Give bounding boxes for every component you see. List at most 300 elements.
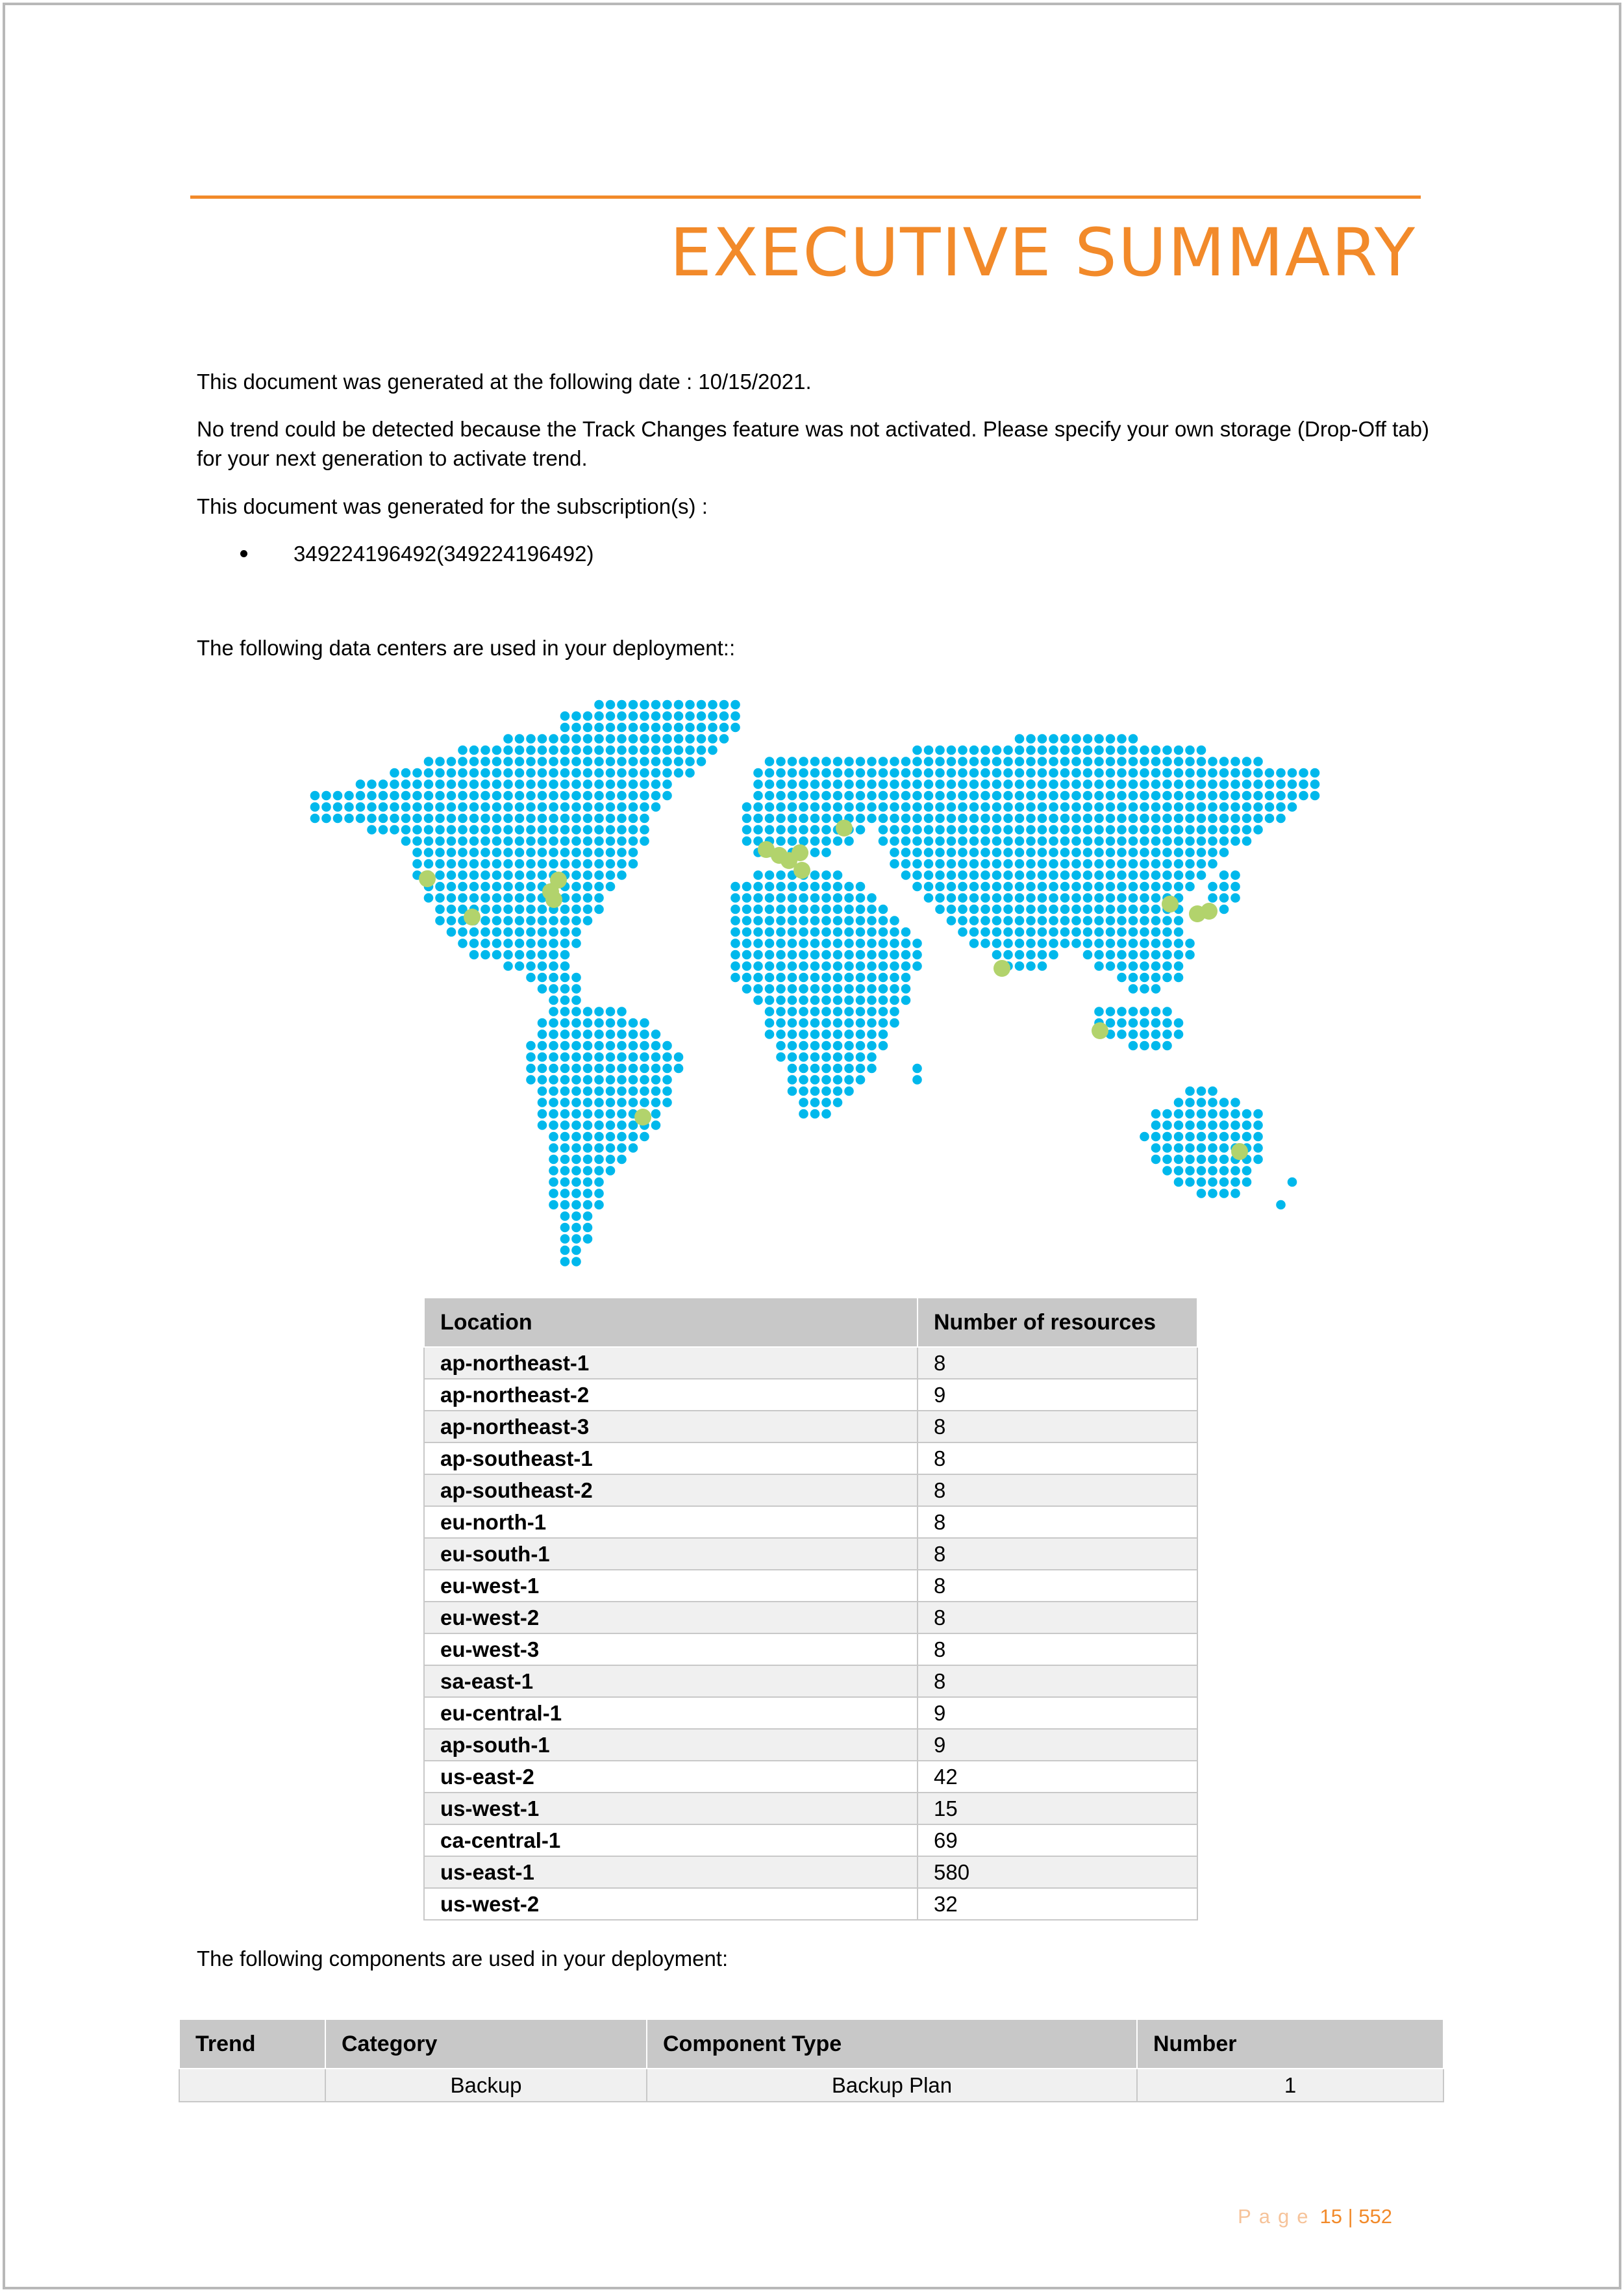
map-land-dot	[1197, 746, 1206, 755]
map-land-dot	[435, 757, 445, 766]
map-land-dot	[742, 814, 752, 824]
map-land-dot	[981, 825, 990, 835]
map-land-dot	[1140, 927, 1149, 937]
map-land-dot	[560, 746, 570, 755]
map-land-dot	[719, 734, 729, 744]
map-land-dot	[856, 757, 866, 766]
map-land-dot	[458, 870, 468, 880]
map-land-dot	[629, 746, 638, 755]
map-land-dot	[810, 950, 820, 960]
map-land-dot	[412, 825, 422, 835]
map-land-dot	[1094, 893, 1104, 903]
map-land-dot	[901, 848, 911, 857]
map-land-dot	[1094, 870, 1104, 880]
map-land-dot	[1174, 1029, 1184, 1039]
datacenter-marker	[550, 872, 567, 888]
map-land-dot	[879, 814, 888, 824]
map-land-dot	[765, 1018, 775, 1028]
map-land-dot	[503, 734, 513, 744]
map-land-dot	[1151, 882, 1161, 892]
map-land-dot	[969, 791, 979, 801]
map-land-dot	[674, 768, 684, 778]
map-land-dot	[549, 848, 558, 857]
map-land-dot	[1049, 791, 1058, 801]
map-land-dot	[1162, 757, 1172, 766]
map-land-dot	[856, 950, 866, 960]
map-land-dot	[583, 1029, 593, 1039]
map-land-dot	[571, 870, 581, 880]
map-land-dot	[821, 927, 831, 937]
map-land-dot	[333, 802, 343, 812]
map-land-dot	[571, 1041, 581, 1051]
map-land-dot	[1083, 893, 1093, 903]
map-land-dot	[788, 802, 797, 812]
column-header-category: Category	[325, 2019, 647, 2069]
map-land-dot	[810, 1018, 820, 1028]
map-land-dot	[788, 825, 797, 835]
map-land-dot	[1276, 802, 1286, 812]
map-land-dot	[947, 746, 956, 755]
map-land-dot	[662, 1052, 672, 1062]
map-land-dot	[947, 802, 956, 812]
map-land-dot	[1151, 837, 1161, 846]
map-land-dot	[594, 1029, 604, 1039]
map-land-dot	[538, 984, 547, 994]
map-land-dot	[1197, 825, 1206, 835]
map-land-dot	[924, 837, 934, 846]
map-land-dot	[1151, 825, 1161, 835]
map-land-dot	[810, 1109, 820, 1119]
map-land-dot	[1230, 768, 1240, 778]
map-land-dot	[765, 996, 775, 1005]
table-row	[424, 1538, 1197, 1570]
map-land-dot	[799, 791, 808, 801]
map-land-dot	[810, 905, 820, 914]
map-land-dot	[890, 757, 899, 766]
location-cell: us-east-2	[424, 1761, 918, 1793]
map-land-dot	[617, 1029, 627, 1039]
map-land-dot	[560, 1257, 570, 1266]
map-land-dot	[1151, 1109, 1161, 1119]
map-land-dot	[788, 996, 797, 1005]
map-land-dot	[821, 791, 831, 801]
map-land-dot	[776, 984, 786, 994]
map-land-dot	[981, 905, 990, 914]
map-land-dot	[799, 1087, 808, 1096]
map-land-dot	[912, 1075, 922, 1085]
map-land-dot	[1071, 848, 1081, 857]
map-land-dot	[981, 746, 990, 755]
map-land-dot	[1003, 882, 1013, 892]
map-land-dot	[833, 837, 843, 846]
map-land-dot	[401, 802, 411, 812]
map-land-dot	[594, 1143, 604, 1153]
map-land-dot	[1038, 757, 1047, 766]
map-land-dot	[1140, 984, 1149, 994]
map-land-dot	[1003, 757, 1013, 766]
map-land-dot	[379, 802, 388, 812]
map-land-dot	[1151, 916, 1161, 926]
map-land-dot	[890, 859, 899, 869]
map-land-dot	[788, 779, 797, 789]
map-land-dot	[935, 779, 945, 789]
map-land-dot	[742, 984, 752, 994]
map-land-dot	[538, 1018, 547, 1028]
map-land-dot	[583, 802, 593, 812]
map-land-dot	[583, 1143, 593, 1153]
map-land-dot	[674, 711, 684, 721]
map-land-dot	[571, 1177, 581, 1187]
map-land-dot	[606, 1064, 616, 1074]
map-land-dot	[1026, 791, 1036, 801]
map-land-dot	[765, 973, 775, 983]
map-land-dot	[958, 905, 968, 914]
map-land-dot	[1151, 1018, 1161, 1028]
map-land-dot	[776, 802, 786, 812]
map-land-dot	[640, 791, 649, 801]
map-land-dot	[799, 1041, 808, 1051]
map-land-dot	[571, 768, 581, 778]
map-land-dot	[560, 996, 570, 1005]
map-land-dot	[435, 916, 445, 926]
map-land-dot	[549, 1087, 558, 1096]
map-land-dot	[1026, 927, 1036, 937]
map-land-dot	[549, 779, 558, 789]
map-land-dot	[1094, 746, 1104, 755]
map-land-dot	[776, 927, 786, 937]
map-land-dot	[958, 768, 968, 778]
map-land-dot	[571, 1257, 581, 1266]
map-land-dot	[821, 1007, 831, 1016]
map-land-dot	[538, 1029, 547, 1039]
map-land-dot	[1026, 916, 1036, 926]
resource-count-cell: 15	[918, 1793, 1197, 1824]
map-land-dot	[503, 814, 513, 824]
map-land-dot	[697, 734, 706, 744]
map-land-dot	[1094, 1007, 1104, 1016]
map-land-dot	[401, 825, 411, 835]
map-land-dot	[810, 848, 820, 857]
map-land-dot	[1288, 768, 1297, 778]
map-land-dot	[651, 1075, 661, 1085]
map-land-dot	[1140, 779, 1149, 789]
map-land-dot	[526, 1052, 536, 1062]
map-land-dot	[844, 1029, 854, 1039]
map-land-dot	[1197, 1087, 1206, 1096]
datacenter-marker	[545, 891, 562, 908]
map-land-dot	[1049, 746, 1058, 755]
map-land-dot	[1117, 893, 1127, 903]
map-land-dot	[1129, 825, 1138, 835]
map-land-dot	[629, 768, 638, 778]
map-land-dot	[379, 814, 388, 824]
map-land-dot	[469, 893, 479, 903]
map-land-dot	[1003, 802, 1013, 812]
map-land-dot	[1151, 950, 1161, 960]
map-land-dot	[788, 837, 797, 846]
map-land-dot	[344, 791, 354, 801]
map-land-dot	[629, 757, 638, 766]
map-land-dot	[583, 859, 593, 869]
map-land-dot	[458, 893, 468, 903]
map-land-dot	[821, 1064, 831, 1074]
map-land-dot	[310, 802, 320, 812]
map-land-dot	[821, 961, 831, 971]
map-land-dot	[549, 768, 558, 778]
map-land-dot	[492, 882, 502, 892]
map-land-dot	[1197, 1098, 1206, 1107]
map-land-dot	[844, 916, 854, 926]
map-land-dot	[583, 1200, 593, 1210]
map-land-dot	[560, 711, 570, 721]
map-land-dot	[924, 746, 934, 755]
map-land-dot	[1230, 870, 1240, 880]
map-land-dot	[890, 973, 899, 983]
map-land-dot	[753, 814, 763, 824]
map-land-dot	[947, 905, 956, 914]
map-land-dot	[1208, 1132, 1218, 1142]
map-land-dot	[1129, 1018, 1138, 1028]
map-land-dot	[958, 757, 968, 766]
map-land-dot	[640, 768, 649, 778]
map-land-dot	[560, 950, 570, 960]
map-land-dot	[788, 973, 797, 983]
map-land-dot	[492, 837, 502, 846]
map-land-dot	[1162, 950, 1172, 960]
map-land-dot	[469, 768, 479, 778]
map-land-dot	[1129, 1041, 1138, 1051]
map-land-dot	[776, 973, 786, 983]
map-land-dot	[1265, 768, 1275, 778]
map-land-dot	[844, 950, 854, 960]
map-land-dot	[1174, 1109, 1184, 1119]
map-land-dot	[662, 711, 672, 721]
map-land-dot	[947, 837, 956, 846]
map-land-dot	[492, 938, 502, 948]
map-land-dot	[969, 905, 979, 914]
map-land-dot	[1106, 779, 1116, 789]
map-land-dot	[1151, 1120, 1161, 1130]
map-land-dot	[560, 1075, 570, 1085]
map-land-dot	[1083, 734, 1093, 744]
map-land-dot	[594, 893, 604, 903]
map-land-dot	[731, 973, 740, 983]
generated-date-text: This document was generated at the following date : 10/15/2021.	[197, 370, 812, 394]
map-land-dot	[640, 700, 649, 710]
map-land-dot	[617, 814, 627, 824]
map-land-dot	[1242, 768, 1252, 778]
map-land-dot	[1197, 859, 1206, 869]
map-land-dot	[424, 825, 434, 835]
map-land-dot	[1219, 1189, 1229, 1198]
map-land-dot	[856, 893, 866, 903]
map-land-dot	[1003, 768, 1013, 778]
map-land-dot	[1242, 1109, 1252, 1119]
map-land-dot	[1049, 848, 1058, 857]
map-land-dot	[1151, 973, 1161, 983]
map-land-dot	[753, 905, 763, 914]
map-land-dot	[1185, 1155, 1195, 1165]
map-land-dot	[390, 768, 399, 778]
resource-count-cell: 32	[918, 1888, 1197, 1920]
map-land-dot	[742, 882, 752, 892]
map-land-dot	[560, 768, 570, 778]
map-land-dot	[515, 837, 525, 846]
map-land-dot	[1060, 882, 1070, 892]
map-land-dot	[549, 938, 558, 948]
map-land-dot	[538, 848, 547, 857]
map-land-dot	[560, 779, 570, 789]
map-land-dot	[651, 768, 661, 778]
map-land-dot	[879, 768, 888, 778]
map-land-dot	[844, 779, 854, 789]
resource-count-cell: 8	[918, 1602, 1197, 1633]
map-land-dot	[583, 1087, 593, 1096]
map-land-dot	[1253, 802, 1263, 812]
map-land-dot	[1140, 973, 1149, 983]
map-land-dot	[629, 723, 638, 733]
map-land-dot	[1117, 938, 1127, 948]
map-land-dot	[492, 870, 502, 880]
map-land-dot	[1003, 859, 1013, 869]
map-land-dot	[549, 837, 558, 846]
map-land-dot	[538, 825, 547, 835]
map-land-dot	[856, 802, 866, 812]
map-land-dot	[492, 802, 502, 812]
map-land-dot	[549, 1143, 558, 1153]
map-land-dot	[1140, 791, 1149, 801]
map-land-dot	[753, 927, 763, 937]
map-land-dot	[1230, 893, 1240, 903]
map-land-dot	[742, 927, 752, 937]
map-land-dot	[1185, 1166, 1195, 1176]
map-land-dot	[958, 779, 968, 789]
map-land-dot	[912, 814, 922, 824]
map-land-dot	[1253, 768, 1263, 778]
map-land-dot	[753, 791, 763, 801]
map-land-dot	[560, 1223, 570, 1233]
map-land-dot	[731, 711, 740, 721]
map-land-dot	[1162, 837, 1172, 846]
map-land-dot	[1083, 927, 1093, 937]
map-land-dot	[469, 825, 479, 835]
map-land-dot	[879, 905, 888, 914]
map-land-dot	[549, 927, 558, 937]
map-land-dot	[890, 848, 899, 857]
map-land-dot	[901, 870, 911, 880]
map-land-dot	[412, 779, 422, 789]
map-land-dot	[583, 1166, 593, 1176]
map-land-dot	[1197, 1120, 1206, 1130]
map-land-dot	[515, 938, 525, 948]
map-land-dot	[1253, 1132, 1263, 1142]
map-land-dot	[799, 927, 808, 937]
map-land-dot	[333, 791, 343, 801]
map-land-dot	[549, 1109, 558, 1119]
map-land-dot	[1162, 814, 1172, 824]
map-land-dot	[947, 791, 956, 801]
map-land-dot	[571, 734, 581, 744]
map-land-dot	[1049, 757, 1058, 766]
map-land-dot	[481, 882, 490, 892]
map-land-dot	[1129, 1029, 1138, 1039]
map-land-dot	[549, 802, 558, 812]
map-land-dot	[856, 961, 866, 971]
map-land-dot	[560, 859, 570, 869]
map-land-dot	[594, 1018, 604, 1028]
map-land-dot	[821, 802, 831, 812]
map-land-dot	[1094, 757, 1104, 766]
map-land-dot	[1208, 1155, 1218, 1165]
map-land-dot	[560, 1064, 570, 1074]
map-land-dot	[447, 916, 456, 926]
bullet-icon	[240, 550, 247, 557]
map-land-dot	[890, 825, 899, 835]
map-land-dot	[1038, 768, 1047, 778]
map-land-dot	[742, 950, 752, 960]
map-land-dot	[1060, 893, 1070, 903]
map-land-dot	[538, 757, 547, 766]
map-land-dot	[606, 791, 616, 801]
map-land-dot	[1117, 859, 1127, 869]
map-land-dot	[856, 1041, 866, 1051]
map-land-dot	[640, 1041, 649, 1051]
map-land-dot	[1174, 916, 1184, 926]
map-land-dot	[515, 848, 525, 857]
map-land-dot	[856, 791, 866, 801]
map-land-dot	[935, 802, 945, 812]
map-land-dot	[492, 791, 502, 801]
map-land-dot	[1151, 938, 1161, 948]
map-land-dot	[515, 802, 525, 812]
map-land-dot	[1288, 1177, 1297, 1187]
map-land-dot	[1060, 757, 1070, 766]
map-land-dot	[538, 927, 547, 937]
map-land-dot	[640, 802, 649, 812]
map-land-dot	[1197, 757, 1206, 766]
map-land-dot	[821, 950, 831, 960]
map-land-dot	[571, 1018, 581, 1028]
map-land-dot	[1208, 802, 1218, 812]
map-land-dot	[629, 1143, 638, 1153]
map-land-dot	[560, 916, 570, 926]
map-land-dot	[674, 723, 684, 733]
map-land-dot	[503, 870, 513, 880]
map-land-dot	[833, 973, 843, 983]
map-land-dot	[856, 768, 866, 778]
map-land-dot	[958, 746, 968, 755]
map-land-dot	[674, 1052, 684, 1062]
map-land-dot	[981, 916, 990, 926]
map-land-dot	[640, 746, 649, 755]
map-land-dot	[526, 1075, 536, 1085]
map-land-dot	[594, 1120, 604, 1130]
map-land-dot	[606, 814, 616, 824]
map-land-dot	[492, 927, 502, 937]
map-land-dot	[810, 814, 820, 824]
map-land-dot	[765, 870, 775, 880]
map-land-dot	[844, 927, 854, 937]
map-land-dot	[844, 1087, 854, 1096]
map-land-dot	[833, 961, 843, 971]
map-land-dot	[821, 905, 831, 914]
map-land-dot	[1015, 734, 1025, 744]
map-land-dot	[856, 973, 866, 983]
map-land-dot	[594, 1189, 604, 1198]
map-land-dot	[1129, 734, 1138, 744]
map-land-dot	[662, 1075, 672, 1085]
map-land-dot	[435, 791, 445, 801]
